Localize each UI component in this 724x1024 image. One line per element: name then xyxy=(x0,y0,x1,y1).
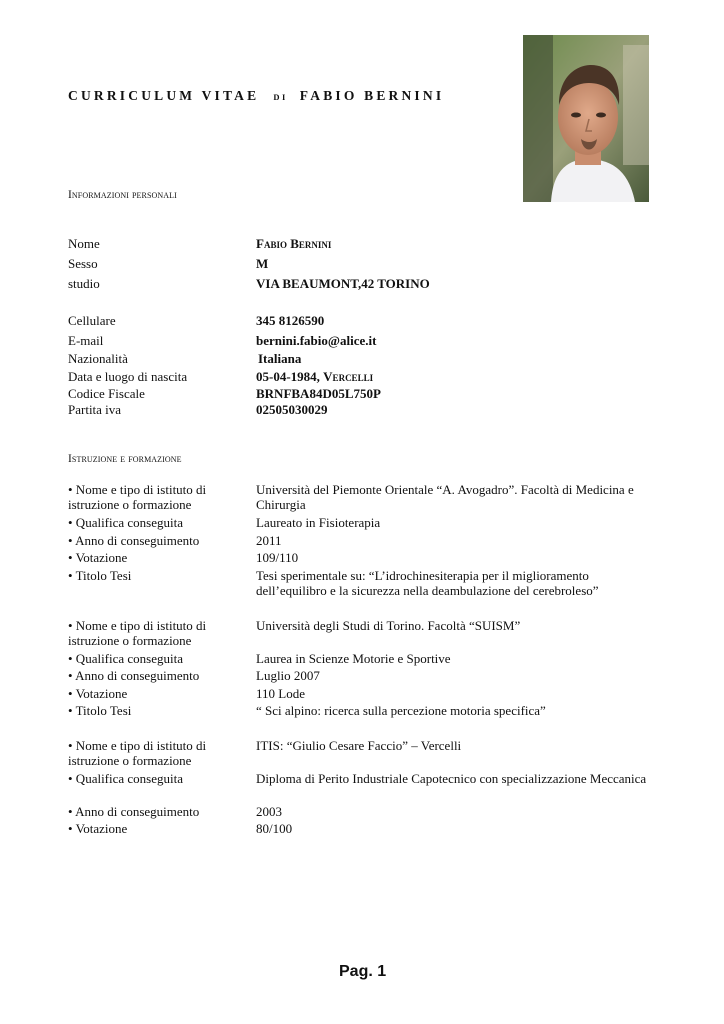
edu2-value-qualifica: Laurea in Scienze Motorie e Sportive xyxy=(256,651,451,666)
title-cv: CURRICULUM VITAE xyxy=(68,88,260,103)
profile-photo xyxy=(523,35,649,202)
edu3-value-votazione: 80/100 xyxy=(256,821,293,836)
label-codice-fiscale: Codice Fiscale xyxy=(68,386,145,401)
title-di: DI xyxy=(273,92,288,102)
value-studio: VIA BEAUMONT,42 TORINO xyxy=(256,276,430,291)
cv-title xyxy=(68,88,444,104)
edu3-value-qualifica: Diploma di Perito Industriale Capotecnico con specializzazione Meccanica xyxy=(256,771,647,786)
page-number: Pag. 1 xyxy=(339,963,387,980)
value-cellulare: 345 8126590 xyxy=(256,313,325,328)
value-sesso: M xyxy=(256,256,269,271)
edu1-value-tesi: Tesi sperimentale su: “L’idrochinesiterapia per il miglioramento dell’equilibro e la sicurezza nella deambulazione del cerebroleso” xyxy=(256,568,599,598)
label-nazionalita: Nazionalità xyxy=(68,351,128,366)
personal-info-heading: Informazioni personali xyxy=(68,189,177,201)
edu2-label-qualifica: • Qualifica conseguita xyxy=(68,651,184,666)
edu3-value-istituto: ITIS: “Giulio Cesare Faccio” – Vercelli xyxy=(256,738,462,753)
value-email: bernini.fabio@alice.it xyxy=(256,333,377,348)
edu3-label-anno: • Anno di conseguimento xyxy=(68,804,200,819)
edu2-label-votazione: • Votazione xyxy=(68,686,128,701)
edu1-label-istituto: • Nome e tipo di istituto di istruzione o formazione xyxy=(68,482,207,512)
edu2-label-istituto: • Nome e tipo di istituto di istruzione o formazione xyxy=(68,618,207,648)
value-nome: Fabio Bernini xyxy=(256,236,332,251)
edu3-label-votazione: • Votazione xyxy=(68,821,128,836)
edu1-value-anno: 2011 xyxy=(256,533,282,548)
label-nascita: Data e luogo di nascita xyxy=(68,369,188,384)
value-nascita xyxy=(256,369,656,384)
value-nascita-data: 05-04-1984, xyxy=(256,369,324,384)
title-name: FABIO BERNINI xyxy=(299,88,445,103)
edu1-value-qualifica: Laureato in Fisioterapia xyxy=(256,515,381,530)
edu2-label-anno: • Anno di conseguimento xyxy=(68,668,200,683)
education-heading: Istruzione e formazione xyxy=(68,453,182,465)
edu1-label-votazione: • Votazione xyxy=(68,550,128,565)
edu3-value-anno: 2003 xyxy=(256,804,282,819)
edu1-value-istituto: Università del Piemonte Orientale “A. Avogadro”. Facoltà di Medicina e Chirurgia xyxy=(256,482,634,512)
value-partita-iva: 02505030029 xyxy=(256,402,328,417)
edu1-value-votazione: 109/110 xyxy=(256,550,299,565)
edu1-label-anno: • Anno di conseguimento xyxy=(68,533,200,548)
label-studio: studio xyxy=(68,276,100,291)
edu1-label-tesi: • Titolo Tesi xyxy=(68,568,132,583)
value-codice-fiscale: BRNFBA84D05L750P xyxy=(256,386,381,401)
edu1-label-qualifica: • Qualifica conseguita xyxy=(68,515,184,530)
value-nazionalita: Italiana xyxy=(258,351,302,366)
edu3-label-istituto: • Nome e tipo di istituto di istruzione o formazione xyxy=(68,738,207,768)
edu2-value-istituto: Università degli Studi di Torino. Facoltà “SUISM” xyxy=(256,618,521,633)
label-sesso: Sesso xyxy=(68,256,98,271)
value-nascita-luogo: Vercelli xyxy=(323,369,374,384)
label-partita-iva: Partita iva xyxy=(68,402,122,417)
edu2-label-tesi: • Titolo Tesi xyxy=(68,703,132,718)
label-email: E-mail xyxy=(68,333,104,348)
label-nome: Nome xyxy=(68,236,100,251)
edu2-value-votazione: 110 Lode xyxy=(256,686,305,701)
edu3-label-qualifica: • Qualifica conseguita xyxy=(68,771,184,786)
edu2-value-tesi: “ Sci alpino: ricerca sulla percezione motoria specifica” xyxy=(256,703,546,718)
edu2-value-anno: Luglio 2007 xyxy=(256,668,320,683)
label-cellulare: Cellulare xyxy=(68,313,116,328)
